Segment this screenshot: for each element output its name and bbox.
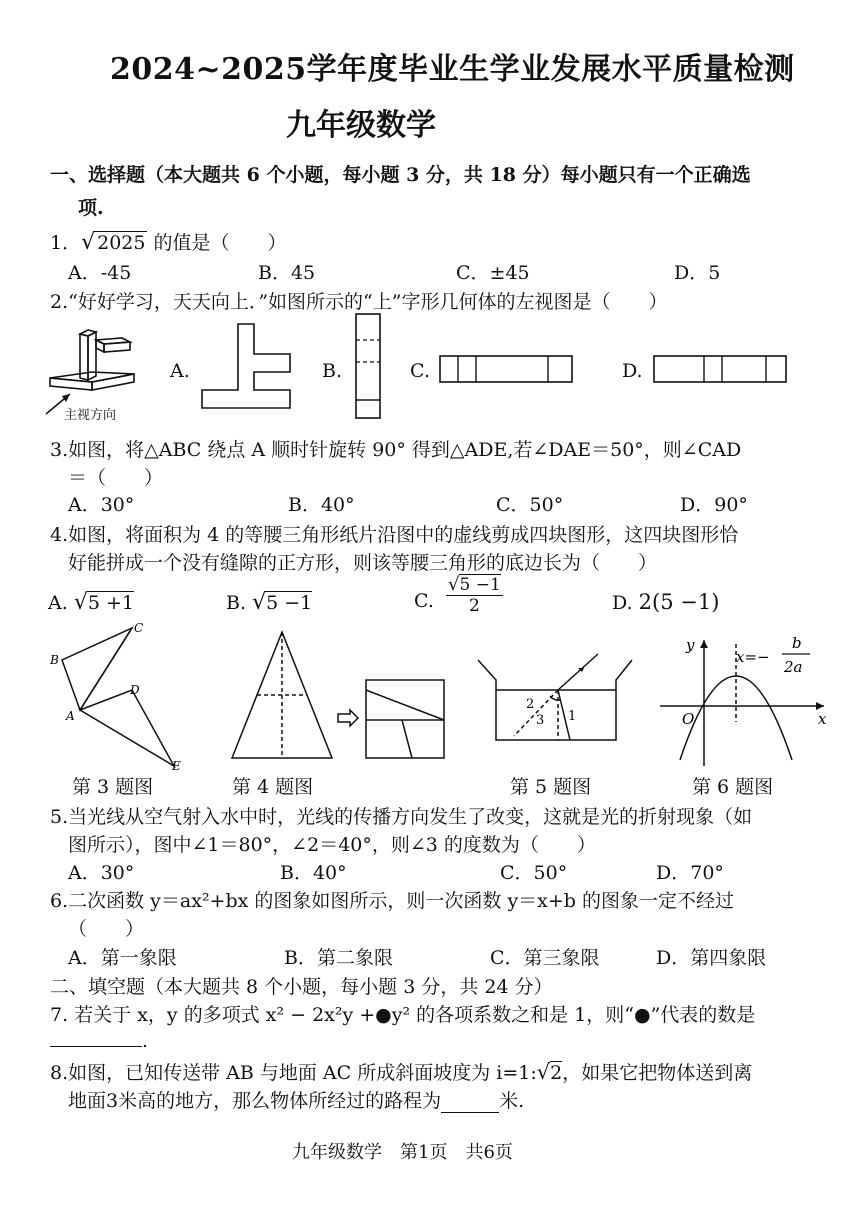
q6-line1: 6.二次函数 y＝ax²+bx 的图象如图所示，则一次函数 y＝x+b 的图象一定不经过 [50,890,735,912]
q1-sqrt: √ 2025 [81,230,146,255]
q4-line1: 4.如图，将面积为 4 的等腰三角形纸片沿图中的虚线剪成四块图形，这四块图形恰 [50,524,739,546]
q2-option-b-label[interactable]: B. [322,360,343,382]
fig6-origin: O [682,710,695,728]
q5-option-c[interactable]: C．50° [500,862,568,884]
section1-heading-line1: 一、选择题（本大题共 6 个小题，每小题 3 分，共 18 分）每小题只有一个正确选 [50,164,751,186]
q3-option-b[interactable]: B．40° [288,494,355,516]
q8-line1-a: 8.如图，已知传送带 AB 与地面 AC 所成斜面坡度为 i=1: [50,1062,537,1084]
q4-option-b-label: B. [226,592,247,614]
q8-answer-blank[interactable] [441,1094,499,1113]
q3-line1: 3.如图，将△ABC 绕点 A 顺时针旋转 90° 得到△ADE,若∠DAE＝50°，则∠CAD [50,439,742,461]
q7-stem: 7. 若关于 x，y 的多项式 x² − 2x²y +●y² 的各项系数之和是 1，则“●”代表的数是 [50,1004,756,1026]
q4-option-c-denominator: 2 [468,596,480,616]
fig3-label-b: B [50,653,59,667]
fig5-angle-3: 3 [536,713,545,728]
q1-option-d[interactable]: D．5 [674,262,721,284]
caption-fig5: 第 5 题图 [510,776,592,798]
q4-option-a[interactable]: A. √5 +1 [48,590,134,615]
fig6-axis-x: x [818,710,827,728]
q7-answer-line[interactable] [50,1028,148,1052]
q2-option-b-figure[interactable] [350,310,384,422]
section1-heading-line2: 项. [78,197,104,219]
caption-fig4: 第 4 题图 [232,776,314,798]
q3-option-c[interactable]: C．50° [496,494,564,516]
q6-option-a[interactable]: A．第一象限 [68,947,177,969]
q6-option-c[interactable]: C．第三象限 [490,947,600,969]
q8-line1-b: ，如果它把物体送到离 [562,1062,753,1084]
q1-option-a[interactable]: A．-45 [68,262,132,284]
q2-option-c-label[interactable]: C. [410,360,430,382]
q1-option-b[interactable]: B．45 [258,262,316,284]
q3-line2: ＝（ ） [68,467,164,489]
q6-option-b[interactable]: B．第二象限 [284,947,393,969]
q4-option-d-label: D. [612,592,633,614]
q5-option-b[interactable]: B．40° [280,862,347,884]
q1-radicand: 2025 [97,232,146,254]
fig3-label-a: A [66,709,75,723]
figure-5 [474,650,644,770]
q6-line2: （ ） [68,918,145,940]
fig6-frac-den: 2a [784,658,803,676]
q2-option-c-figure[interactable] [436,352,576,386]
q2-view-direction-label: 主视方向 [64,408,117,423]
q4-option-c-fraction[interactable]: √5 −1 2 [448,574,501,616]
fig3-label-c: C [134,621,144,635]
fig6-eq: x=− [736,648,770,666]
q1-option-c[interactable]: C．±45 [456,262,530,284]
figure-3 [44,620,194,770]
q4-option-b-value: 5 −1 [266,592,313,614]
fig3-label-e: E [172,759,181,770]
q2-option-d-figure[interactable] [650,352,790,386]
q4-option-d-value: 2(5 −1) [638,590,720,614]
q8-line2-a: 地面3米高的地方，那么物体所经过的路程为 [68,1090,442,1112]
q3-option-d[interactable]: D．90° [680,494,748,516]
figure-6 [656,632,836,770]
q7-answer-blank[interactable] [50,1028,142,1047]
fig6-frac-num: b [792,634,802,652]
q1-stem-tail: 的值是（ ） [153,232,287,254]
fig5-angle-2: 2 [526,697,535,712]
q6-option-d[interactable]: D．第四象限 [656,947,767,969]
caption-fig3: 第 3 题图 [72,776,154,798]
q8-line2 [68,1086,524,1113]
q7-end: . [142,1030,149,1052]
caption-fig6: 第 6 题图 [692,776,774,798]
q5-line2: 图所示），图中∠1＝80°，∠2＝40°，则∠3 的度数为（ ） [68,834,596,856]
q2-stem: 2.“好好学习，天天向上．”如图所示的“上”字形几何体的左视图是（ ） [50,291,668,313]
exam-subtitle: 九年级数学 [286,108,436,143]
q2-option-d-label[interactable]: D. [622,360,643,382]
fig5-angle-1: 1 [568,709,577,724]
fig6-axis-y: y [686,636,695,654]
q4-option-a-value: 5 +1 [87,592,134,614]
q4-option-d[interactable] [612,590,719,614]
q4-option-a-label: A. [48,592,68,614]
q4-option-c[interactable] [414,590,434,612]
q1-number: 1． [50,232,82,254]
q2-option-a-label[interactable]: A. [170,360,190,382]
exam-title: 2024~2025学年度毕业生学业发展水平质量检测 [110,52,795,87]
figure-4 [228,628,450,762]
q8-line1-radicand: 2 [550,1062,563,1084]
q2-option-a-figure[interactable] [198,320,294,412]
q5-option-d[interactable]: D．70° [656,862,724,884]
q4-option-c-label: C. [414,590,434,612]
q5-line1: 5.当光线从空气射入水中时，光线的传播方向发生了改变，这就是光的折射现象（如 [50,806,753,828]
q4-option-c-numerator: 5 −1 [459,575,501,595]
q8-line1: 8.如图，已知传送带 AB 与地面 AC 所成斜面坡度为 i=1:√2，如果它把物体送到离 [50,1060,753,1084]
q4-line2: 好能拼成一个没有缝隙的正方形，则该等腰三角形的底边长为（ ） [68,552,658,574]
q3-option-a[interactable]: A．30° [68,494,135,516]
q1-stem [50,228,287,255]
fig3-label-d: D [130,683,140,697]
q5-option-a[interactable]: A．30° [68,862,135,884]
section2-heading: 二、填空题（本大题共 8 个小题，每小题 3 分，共 24 分） [50,976,553,998]
q8-line2-b: 米. [499,1090,525,1112]
q4-option-b[interactable]: B. √5 −1 [226,590,313,615]
page-footer: 九年级数学 第1页 共6页 [292,1142,513,1163]
